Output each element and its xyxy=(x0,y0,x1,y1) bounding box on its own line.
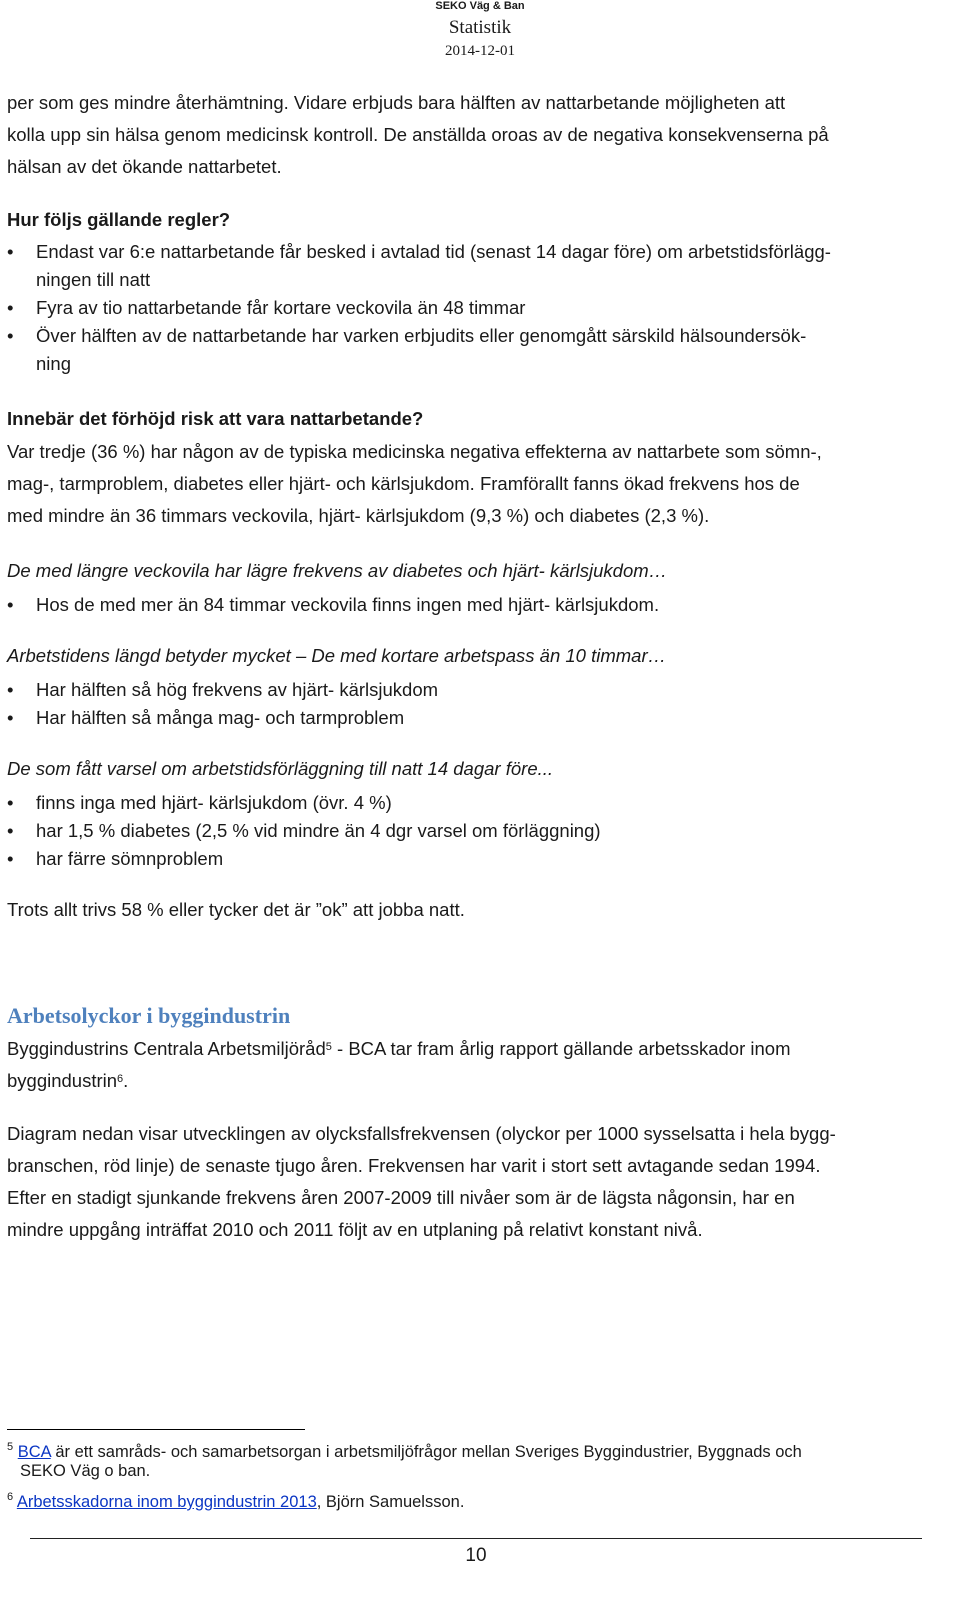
weekly-heading: De med längre veckovila har lägre frekvens av diabetes och hjärt- kärlsjukdom… xyxy=(7,560,668,581)
doc-date: 2014-12-01 xyxy=(445,43,515,59)
list-item xyxy=(0,591,950,619)
text-line: kolla upp sin hälsa genom medicinsk kontroll. De anställda oroas av de negativa konsekvenserna på xyxy=(7,124,829,145)
text-line: branschen, röd linje) de senaste tjugo åren. Frekvensen har varit i stort sett avtagande sedan 1994. xyxy=(7,1155,821,1176)
list-item-text: • Över hälften av de nattarbetande har varken erbjudits eller genomgått särskild hälsoundersök- xyxy=(36,325,807,346)
section-title: Arbetsolyckor i byggindustrin xyxy=(7,1003,291,1028)
list-item-text: • har 1,5 % diabetes (2,5 % vid mindre än 4 dgr varsel om förläggning) xyxy=(36,820,601,841)
text-line: mindre uppgång inträffat 2010 och 2011 följt av en utplaning på relativt konstant nivå. xyxy=(7,1219,703,1240)
footnote-line xyxy=(7,1443,802,1461)
list-item xyxy=(0,294,950,322)
text-run: Byggindustrins Centrala Arbetsmiljöråd xyxy=(7,1038,326,1059)
intro-paragraph xyxy=(7,87,947,183)
conclusion-text: Trots allt trivs 58 % eller tycker det är ”ok” att jobba natt. xyxy=(7,899,465,920)
footnote-ref: 5 xyxy=(325,1041,332,1053)
text-line: mag-, tarmproblem, diabetes eller hjärt- och kärlsjukdom. Framförallt fanns ökad frekvens hos de xyxy=(7,473,800,494)
rules-list xyxy=(0,238,950,378)
list-item-text: • Har hälften så många mag- och tarmproblem xyxy=(36,707,405,728)
footnote xyxy=(7,1493,464,1512)
length-list xyxy=(0,676,950,732)
notice-heading: De som fått varsel om arbetstidsförläggning till natt 14 dagar före... xyxy=(7,758,554,779)
risk-heading: Innebär det förhöjd risk att vara nattarbetande? xyxy=(7,408,424,429)
footnote-text: är ett samråds- och samarbetsorgan i arbetsmiljöfrågor mellan Sveriges Byggindustrier, Byggnads och xyxy=(50,1443,802,1461)
footnote-number: 5 xyxy=(7,1441,14,1453)
section-intro-paragraph xyxy=(7,1033,947,1097)
text-run: - BCA tar fram årlig rapport gällande arbetsskador inom xyxy=(331,1038,791,1059)
risk-paragraph xyxy=(7,436,947,532)
page-number: 10 xyxy=(465,1545,487,1566)
list-item xyxy=(0,322,950,378)
weekly-list xyxy=(0,591,950,619)
text-line: Efter en stadigt sjunkande frekvens åren 2007-2009 till nivåer som är de lägsta någonsin, har en xyxy=(7,1187,795,1208)
text-line xyxy=(7,1033,947,1065)
footnote-continuation: SEKO Väg o ban. xyxy=(20,1462,151,1480)
length-heading: Arbetstidens längd betyder mycket – De med kortare arbetspass än 10 timmar… xyxy=(7,645,667,666)
text-line: per som ges mindre återhämtning. Vidare erbjuds bara hälften av nattarbetande möjligheten att xyxy=(7,92,786,113)
footnote-ref: 6 xyxy=(117,1073,124,1085)
list-item-text: • Endast var 6:e nattarbetande får besked i avtalad tid (senast 14 dagar före) om arbetstidsförlägg- xyxy=(36,241,831,262)
list-item xyxy=(0,817,950,845)
list-item-text: • har färre sömnproblem xyxy=(36,848,224,869)
list-item xyxy=(0,704,950,732)
footnote-text: , Björn Samuelsson. xyxy=(316,1493,465,1511)
list-item xyxy=(0,845,950,873)
list-item-text: ning xyxy=(36,353,71,374)
notice-list xyxy=(0,789,950,873)
list-item-text: ningen till natt xyxy=(36,269,151,290)
list-item xyxy=(0,238,950,294)
footer-divider xyxy=(30,1538,922,1539)
list-item-text: • finns inga med hjärt- kärlsjukdom (övr. 4 %) xyxy=(36,792,392,813)
list-item-text: • Fyra av tio nattarbetande får kortare veckovila än 48 timmar xyxy=(36,297,526,318)
list-item-text: • Hos de med mer än 84 timmar veckovila finns ingen med hjärt- kärlsjukdom. xyxy=(36,594,660,615)
footnote-link[interactable]: BCA xyxy=(17,1443,51,1461)
footnote xyxy=(7,1443,802,1481)
rules-heading: Hur följs gällande regler? xyxy=(7,209,231,230)
text-line: Var tredje (36 %) har någon av de typiska medicinska negativa effekterna av nattarbete som sömn-, xyxy=(7,441,822,462)
section-body-paragraph xyxy=(7,1118,947,1246)
text-line xyxy=(7,1065,947,1097)
footnote-number: 6 xyxy=(7,1491,14,1503)
text-run: . xyxy=(123,1070,129,1091)
list-item-text: • Har hälften så hög frekvens av hjärt- kärlsjukdom xyxy=(36,679,439,700)
org-name: SEKO Väg & Ban xyxy=(435,0,525,12)
footnote-divider xyxy=(7,1429,305,1430)
text-run: byggindustrin xyxy=(7,1070,118,1091)
list-item xyxy=(0,676,950,704)
text-line: Diagram nedan visar utvecklingen av olycksfallsfrekvensen (olyckor per 1000 sysselsatta i hela bygg- xyxy=(7,1123,836,1144)
text-line: med mindre än 36 timmars veckovila, hjärt- kärlsjukdom (9,3 %) och diabetes (2,3 %). xyxy=(7,505,710,526)
doc-title: Statistik xyxy=(448,17,512,38)
text-line: hälsan av det ökande nattarbetet. xyxy=(7,156,282,177)
footnote-link[interactable]: Arbetsskadorna inom byggindustrin 2013 xyxy=(16,1493,317,1511)
list-item xyxy=(0,789,950,817)
